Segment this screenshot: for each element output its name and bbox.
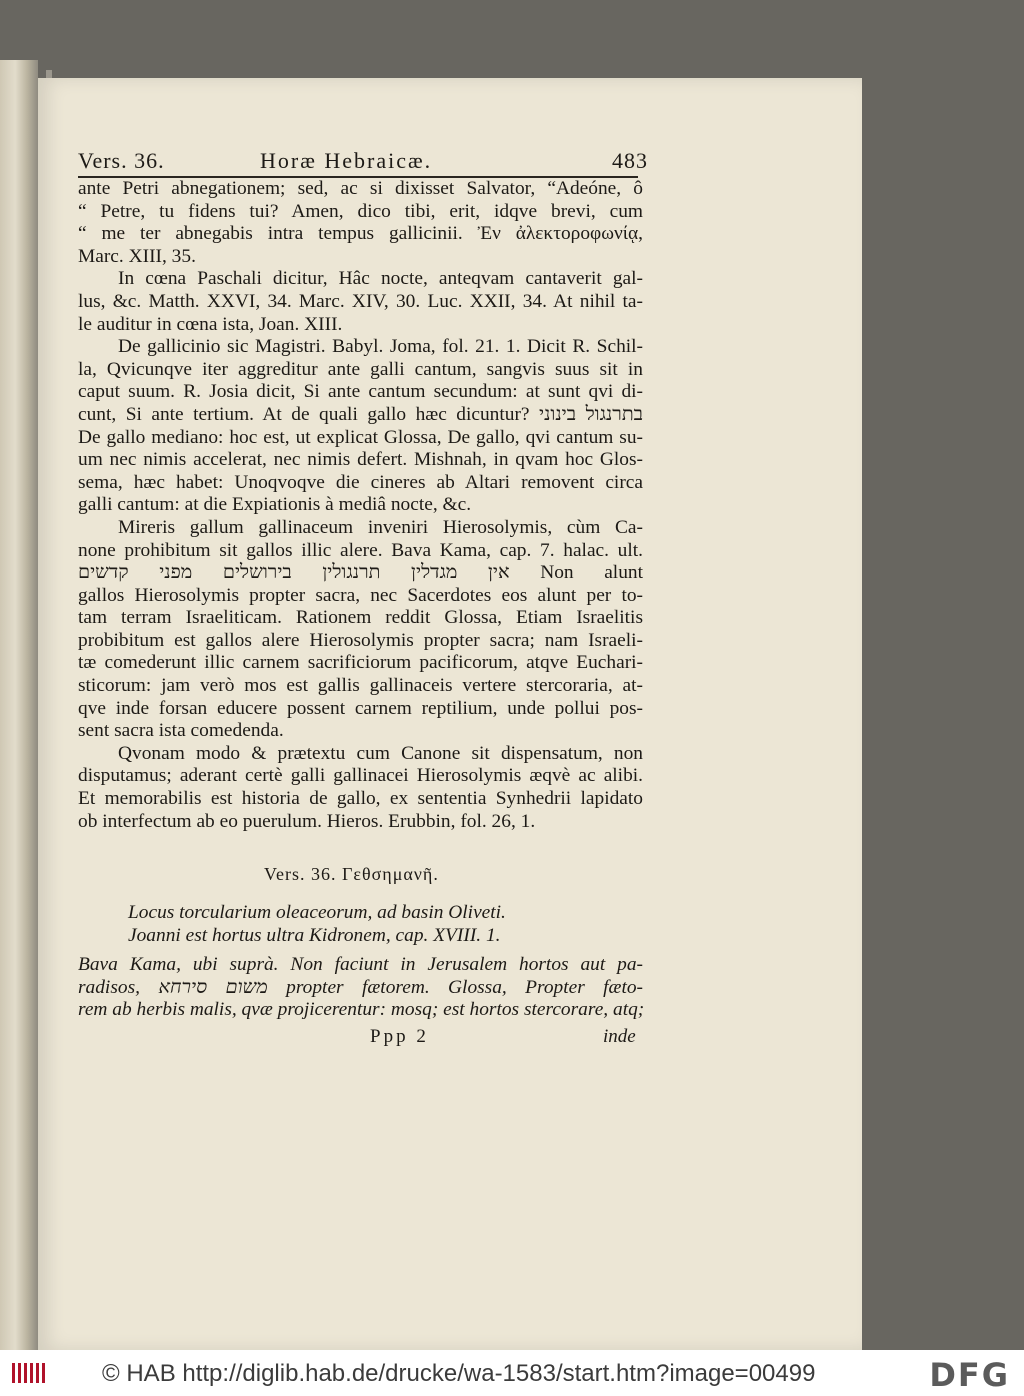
text-line: caput suum. R. Josia dicit, Si ante cantum secundum: at sunt qvi di- bbox=[78, 381, 643, 403]
library-logo-icon bbox=[10, 1360, 50, 1386]
signature-mark: Ppp 2 bbox=[370, 1026, 429, 1047]
main-text-block bbox=[78, 178, 643, 833]
text-line: Mireris gallum gallinaceum inveniri Hierosolymis, cùm Ca- bbox=[118, 516, 643, 538]
running-head-title: Horæ Hebraicæ. bbox=[260, 148, 433, 173]
text-line: none prohibitum sit gallos illic alere. Bava Kama, cap. 7. halac. ult. bbox=[78, 539, 643, 561]
text-line: rem ab herbis malis, qvæ projicerentur: mosq; est hortos stercorare, atq; bbox=[78, 999, 645, 1021]
lower-text-block bbox=[78, 954, 643, 1022]
footer-bar bbox=[0, 1350, 1024, 1396]
text-line: gallos Hierosolymis propter sacra, nec Sacerdotes eos alunt per to- bbox=[78, 584, 643, 606]
text-line: cunt, Si ante tertium. At de quali gallo hæc dicuntur? בתרנגול בינוני bbox=[78, 403, 644, 425]
text-line: qve inde forsan educere possent carnem reptilium, unde pollui pos- bbox=[78, 697, 643, 719]
text-line: probibitum est gallos alere Hierosolymis propter sacra; nam Israeli- bbox=[78, 629, 643, 651]
dfg-logo: DFG bbox=[929, 1356, 1010, 1394]
copyright-link[interactable]: © HAB http://diglib.hab.de/drucke/wa-1583/start.htm?image=00499 bbox=[102, 1360, 816, 1387]
text-line: la, Qvicunqve iter aggreditur ante galli cantum, sangvis suus sit in bbox=[78, 358, 643, 380]
verse-heading: Vers. 36. Γεθσημανῆ. bbox=[264, 864, 439, 884]
text-line: Qvonam modo & prætextu cum Canone sit dispensatum, non bbox=[118, 742, 643, 764]
text-line: sent sacra ista comedenda. bbox=[78, 720, 284, 742]
text-line: sema, hæc habet: Unoqvoqve die cineres ab Altari removent circa bbox=[78, 471, 643, 493]
text-line: Bava Kama, ubi suprà. Non faciunt in Jerusalem hortos aut pa- bbox=[78, 954, 643, 975]
verse-gloss-block bbox=[128, 902, 628, 947]
text-line: tæ comederunt illic carnem sacrificiorum pacificorum, atqve Euchari- bbox=[78, 652, 643, 674]
text-line: Et memorabilis est historia de gallo, ex sententia Synhedrii lapidato bbox=[78, 788, 643, 810]
text-line: le auditur in cœna ista, Joan. XIII. bbox=[78, 313, 343, 335]
text-line: Marc. XIII, 35. bbox=[78, 245, 196, 267]
text-line: ob interfectum ab eo puerulum. Hieros. Erubbin, fol. 26, 1. bbox=[78, 810, 536, 832]
text-line: “ Petre, tu fidens tui? Amen, dico tibi, erit, idqve brevi, cum bbox=[78, 200, 643, 222]
text-line: radisos, משום סירחא propter fætorem. Glossa, Propter fæto- bbox=[78, 976, 643, 998]
text-line: ante Petri abnegationem; sed, ac si dixisset Salvator, “Adeóne, ô bbox=[78, 178, 643, 199]
previous-page-edge bbox=[0, 60, 38, 1350]
text-line: galli cantum: at die Expiationis à mediâ nocte, &c. bbox=[78, 494, 472, 516]
text-line: lus, &c. Matth. XXVI, 34. Marc. XIV, 30. Luc. XXII, 34. At nihil ta- bbox=[78, 290, 643, 312]
book-page bbox=[38, 78, 862, 1350]
running-head bbox=[78, 146, 648, 178]
text-line: אין מגדלין תרנגולין בירושלים מפני קדשים Non alunt bbox=[78, 562, 643, 584]
running-head-verse: Vers. 36. bbox=[78, 148, 165, 173]
text-line: De gallicinio sic Magistri. Babyl. Joma, fol. 21. 1. Dicit R. Schil- bbox=[118, 336, 643, 358]
text-line: sticorum: jam verò mos est gallis gallinaceis vertere stercoraria, at- bbox=[78, 675, 643, 697]
text-line: tam terram Israeliticam. Rationem reddit Glossa, Etiam Israelitis bbox=[78, 607, 643, 629]
text-line: “ me ter abnegabis intra tempus gallicinii. Ἐν ἀλεκτοροφωνίᾳ, bbox=[78, 223, 643, 245]
catchword: inde bbox=[603, 1026, 636, 1047]
text-line: De gallo mediano: hoc est, ut explicat Glossa, De gallo, qvi cantum su- bbox=[78, 426, 643, 448]
page-number: 483 bbox=[612, 148, 648, 173]
text-line: Locus torcularium oleaceorum, ad basin Oliveti. bbox=[128, 902, 506, 923]
text-line: disputamus; aderant certè galli gallinacei Hierosolymis æqvè ac alibi. bbox=[78, 765, 643, 787]
text-line: um nec nimis accelerat, nec nimis defert. Mishnah, in qvam hoc Glos- bbox=[78, 449, 643, 471]
text-line: Joanni est hortus ultra Kidronem, cap. XVIII. 1. bbox=[128, 924, 501, 946]
text-line: In cœna Paschali dicitur, Hâc nocte, anteqvam cantaverit gal- bbox=[118, 268, 643, 290]
